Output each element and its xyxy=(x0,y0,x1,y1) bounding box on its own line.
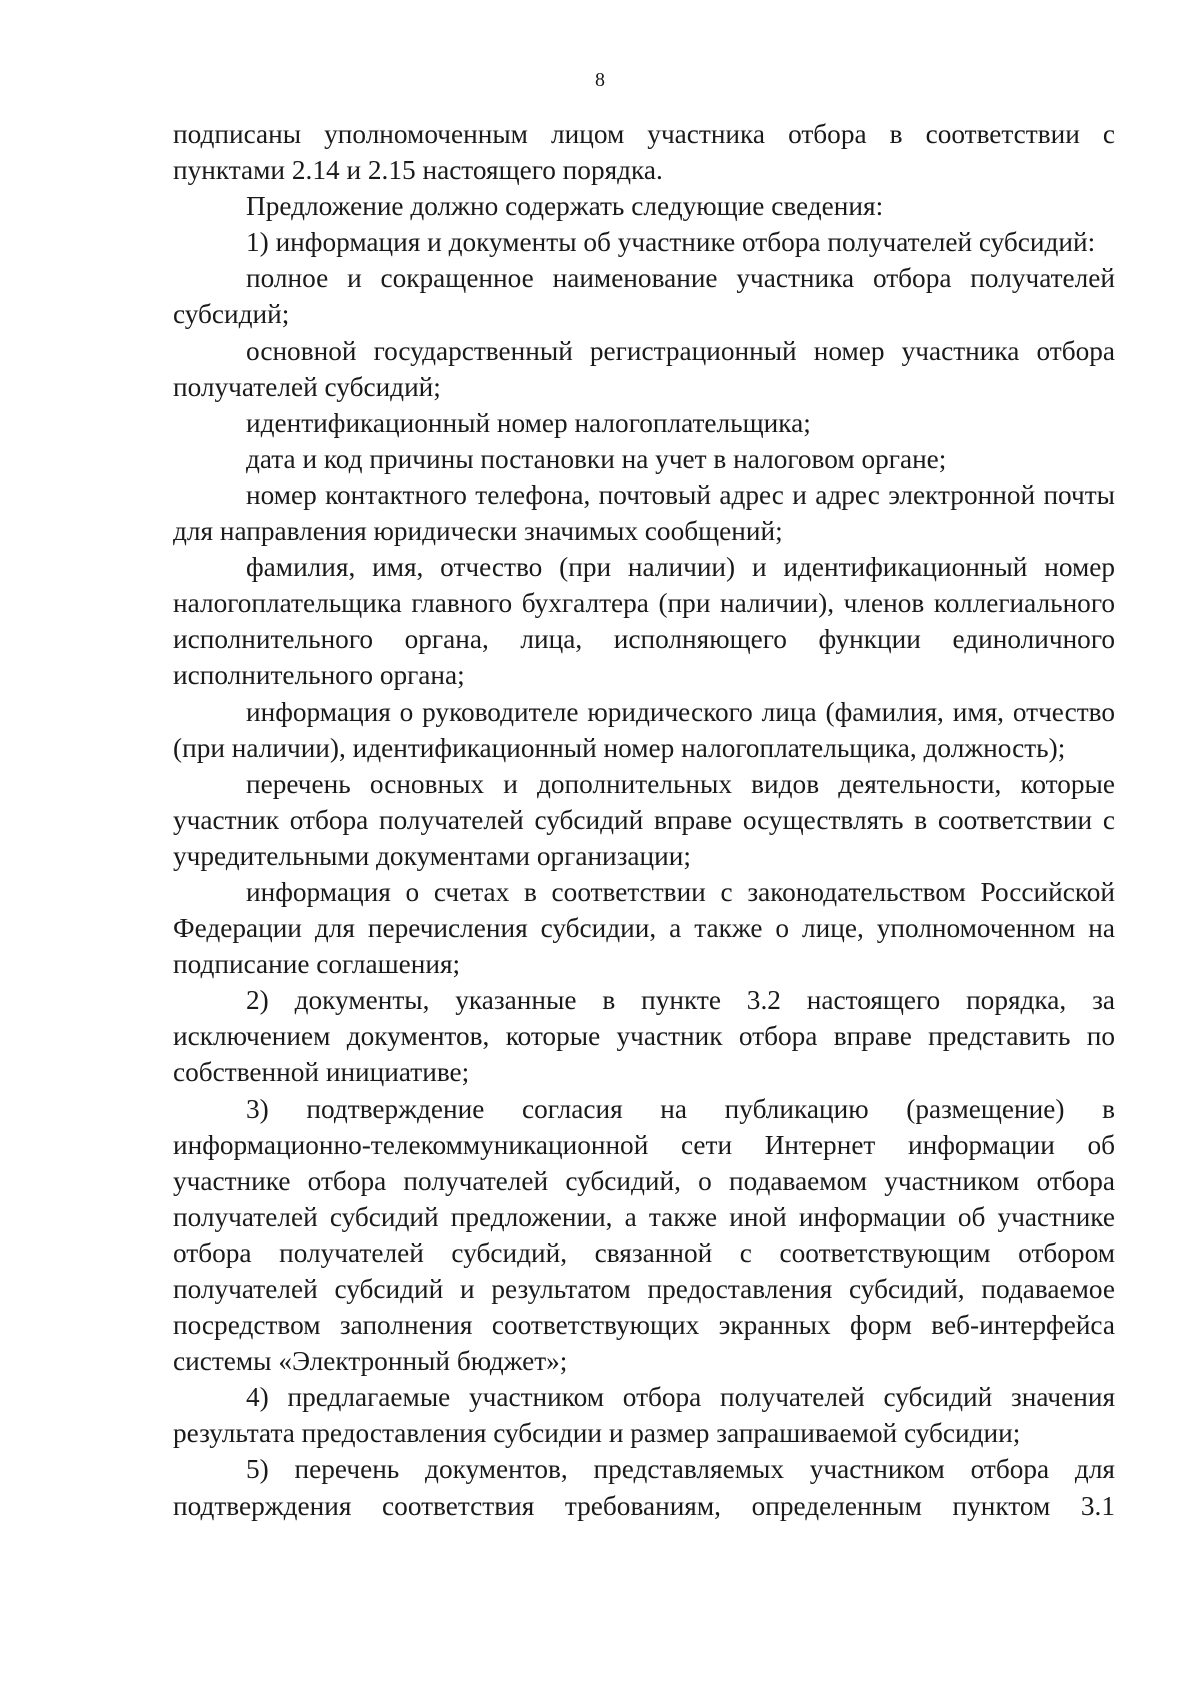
page-number: 8 xyxy=(595,69,605,91)
paragraph-continuation: подписаны уполномоченным лицом участника отбора в соответствии с пунктами 2.14 и 2.15 настоящего порядка. xyxy=(173,119,1115,186)
paragraph-item-3: 3) подтверждение согласия на публикацию (размещение) в информационно-телекоммуникационной сети Интернет информации об участнике отбора получателей субсидий, о подаваемом участником отбора получателей субсидий предложении, а также иной информации об участнике отбора получателей субсидий, связанной с соответствующим отбором получателей субсидий и результатом предоставления субсидий, подаваемое посредством заполнения соответствующих экранных форм веб-интерфейса системы «Электронный бюджет»; xyxy=(173,1093,1115,1377)
paragraph-item-4: 4) предлагаемые участником отбора получателей субсидий значения результата предоставления субсидии и размер запрашиваемой субсидии; xyxy=(173,1382,1115,1449)
paragraph-full-name: полное и сокращенное наименование участника отбора получателей субсидий; xyxy=(173,263,1115,330)
paragraph-contacts: номер контактного телефона, почтовый адрес и адрес электронной почты для направления юридически значимых сообщений; xyxy=(173,479,1115,547)
paragraph-activities: перечень основных и дополнительных видов деятельности, которые участник отбора получателей субсидий вправе осуществлять в соответствии с учредительными документами организации; xyxy=(173,768,1115,871)
paragraph-head: информация о руководителе юридического лица (фамилия, имя, отчество (при наличии), идентификационный номер налогоплательщика, должность); xyxy=(173,696,1115,763)
paragraph-accountant: фамилия, имя, отчество (при наличии) и идентификационный номер налогоплательщика главного бухгалтера (при наличии), членов коллегиального исполнительного органа, лица, исполняющего функции единоличного исполнительного органа; xyxy=(173,552,1115,691)
paragraph-intro: Предложение должно содержать следующие сведения: xyxy=(246,191,884,222)
paragraph-inn: идентификационный номер налогоплательщика; xyxy=(246,407,811,438)
document-body xyxy=(173,116,1115,1524)
paragraph-item-5: 5) перечень документов, представляемых участником отбора для подтверждения соответствия требованиям, определенным пунктом 3.1 xyxy=(173,1454,1115,1521)
paragraph-item-1: 1) информация и документы об участнике отбора получателей субсидий: xyxy=(246,227,1096,258)
paragraph-ogrn: основной государственный регистрационный номер участника отбора получателей субсидий; xyxy=(173,335,1115,402)
paragraph-item-2: 2) документы, указанные в пункте 3.2 настоящего порядка, за исключением документов, которые участник отбора вправе представить по собственной инициативе; xyxy=(173,985,1115,1088)
paragraph-kpp: дата и код причины постановки на учет в налоговом органе; xyxy=(246,443,947,474)
paragraph-accounts: информация о счетах в соответствии с законодательством Российской Федерации для перечисления субсидии, а также о лице, уполномоченном на подписание соглашения; xyxy=(173,876,1115,980)
